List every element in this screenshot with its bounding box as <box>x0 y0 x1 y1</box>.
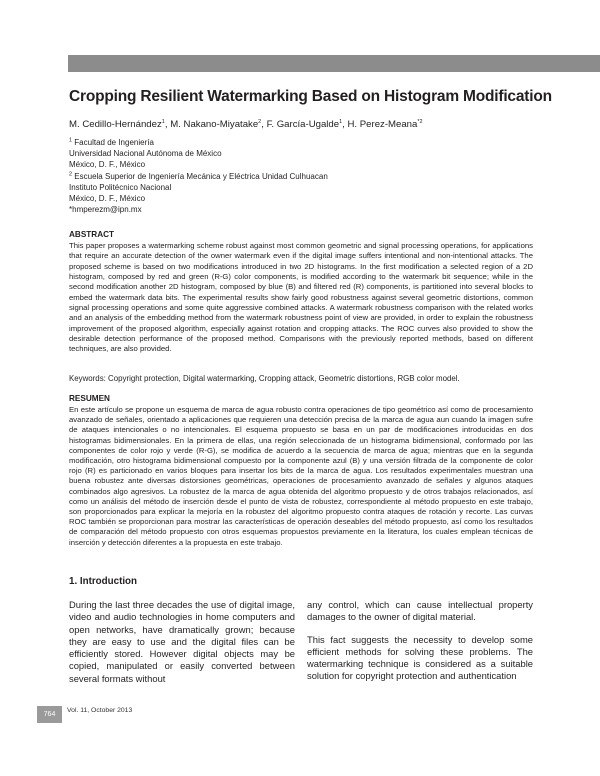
author-affil-mark: *2 <box>417 118 423 125</box>
author-list: M. Cedillo-Hernández$^1$, M. Nakano-Miyatake$^2$, F. García-Ugalde$^1$, H. Perez-Meana$^{*2}$ <box>69 118 423 130</box>
author: M. Nakano-Miyatake <box>170 119 259 130</box>
paper-title: Cropping Resilient Watermarking Based on Histogram Modification <box>69 88 552 105</box>
volume-info: Vol. 11, October 2013 <box>67 707 133 714</box>
affiliation-line: México, D. F., México <box>69 160 146 170</box>
resumen-heading: RESUMEN <box>69 394 110 403</box>
affiliation-line: México, D. F., México <box>69 194 146 204</box>
resumen-text: En este artículo se propone un esquema de marca de agua robusto contra operaciones de tipo geométrico así como de procesamiento avanzado de señales, orientado a aplicaciones que requieren una detección precisa de la marca de agua aun cuando la imagen sufre de ataques intencionales o no intencionales. El esquema propuesto se basa en un par de modificaciones introducidas en dos histogramas bidimensionales. En la primera de ellas, una región seleccionada de un histograma bidimensional, conformado por las componentes de color rojo y verde (R-G), se modifica de acuerdo a la secuencia de marca de agua; mientras que en la segunda modificación, otro histograma bidimensional compuesto por la componente azul (B) y una versión filtrada de la componente de color rojo (R) es particionado en varios bloques para insertar los bits de la marca de agua. Los resultados experimentales muestran una buena robustez ante diversas distorsiones geométricas, operaciones de procesamiento avanzado de señales y algunos ataques combinados algo agresivos. La robustez de la marca de agua obtenida del algoritmo propuesto y de otros trabajos relacionados, así como un análisis del método de inserción desde el punto de vista de robustez, correspondiente al método propuesto en este trabajo, son proporcionados para explicar la mejoría en la robustez del algoritmo propuesto contra ataques de rotación y recorte. Las curvas ROC también se proporcionan para mostrar las características de operación deseables del método propuesto, así como los resultados de comparación del método propuesto con otros esquemas propuestos previamente en la literatura, los cuales emplean técnicas de inserción y detección diferentes a la propuesta en este trabajo. <box>69 405 533 547</box>
keywords: Keywords: Copyright protection, Digital watermarking, Cropping attack, Geometric distortions, RGB color model. <box>69 374 460 383</box>
affiliation-line: Universidad Nacional Autónoma de México <box>69 149 222 159</box>
author: F. García-Ugalde <box>266 119 340 130</box>
abstract-text: This paper proposes a watermarking scheme robust against most common geometric and signal processing operations, for applications that require an accurate detection of the owner watermark even if the digital image suffers intentional and non-intentional attacks. The proposed scheme is based on two modifications introduced in two 2D histograms. In the first modification a selected region of a 2D histogram, composed by red and green (R-G) color components, is modified according to the watermark bit sequence; while in the second modification another 2D histogram, composed by blue (B) and filtered red (R) components, is partitioned into several blocks to embed the watermark data bits. The experimental results show fairly good robustness against several geometric distortions, common signal processing operations and some quite aggressive combined attacks. A watermark robustness comparison with the related works and an analysis of the embedding method from the watermark robustness point of view are provided, in order to explain the robustness improvement of the proposed algorithm, especially against rotation and cropping attacks. The ROC curves also provided to show the desirable detection performance of the proposed method. Comparisons with the previously reported methods, based on different techniques, are also provided. <box>69 241 533 354</box>
abstract-heading: ABSTRACT <box>69 230 115 239</box>
affiliations <box>69 137 549 215</box>
intro-paragraph: During the last three decades the use of digital image, video and audio technologies in home computers and open networks, have dramatically grown; because they are easy to use and the digital files can be efficiently stored. However digital objects may be copied, manipulated or easily converted between several formats without <box>69 599 295 684</box>
intro-right-column <box>307 599 533 693</box>
affiliation-line: $^1$ Facultad de Ingeniería <box>69 137 154 147</box>
author: M. Cedillo-Hernández <box>69 119 162 130</box>
intro-paragraph: This fact suggests the necessity to develop some efficient methods for solving these problems. The watermarking technique is considered as a suitable solution for copyright protection and authentication <box>307 633 533 682</box>
page-number: 764 <box>37 706 62 723</box>
intro-paragraph: any control, which can cause intellectual property damages to the owner of digital material. <box>307 599 533 623</box>
intro-left-column <box>69 599 295 695</box>
author: H. Perez-Meana <box>347 119 418 130</box>
affiliation-line: $^2$ Escuela Superior de Ingeniería Mecánica y Eléctrica Unidad Culhuacan <box>69 170 328 181</box>
introduction-heading: 1. Introduction <box>69 576 138 587</box>
affiliation-line: Instituto Politécnico Nacional <box>69 182 172 192</box>
author-affil-mark: 2 <box>258 118 262 125</box>
affiliation-email: *hmperezm@ipn.mx <box>69 205 142 215</box>
header-band <box>68 55 600 72</box>
author-affil-mark: 1 <box>339 118 343 125</box>
author-affil-mark: 1 <box>161 118 165 125</box>
